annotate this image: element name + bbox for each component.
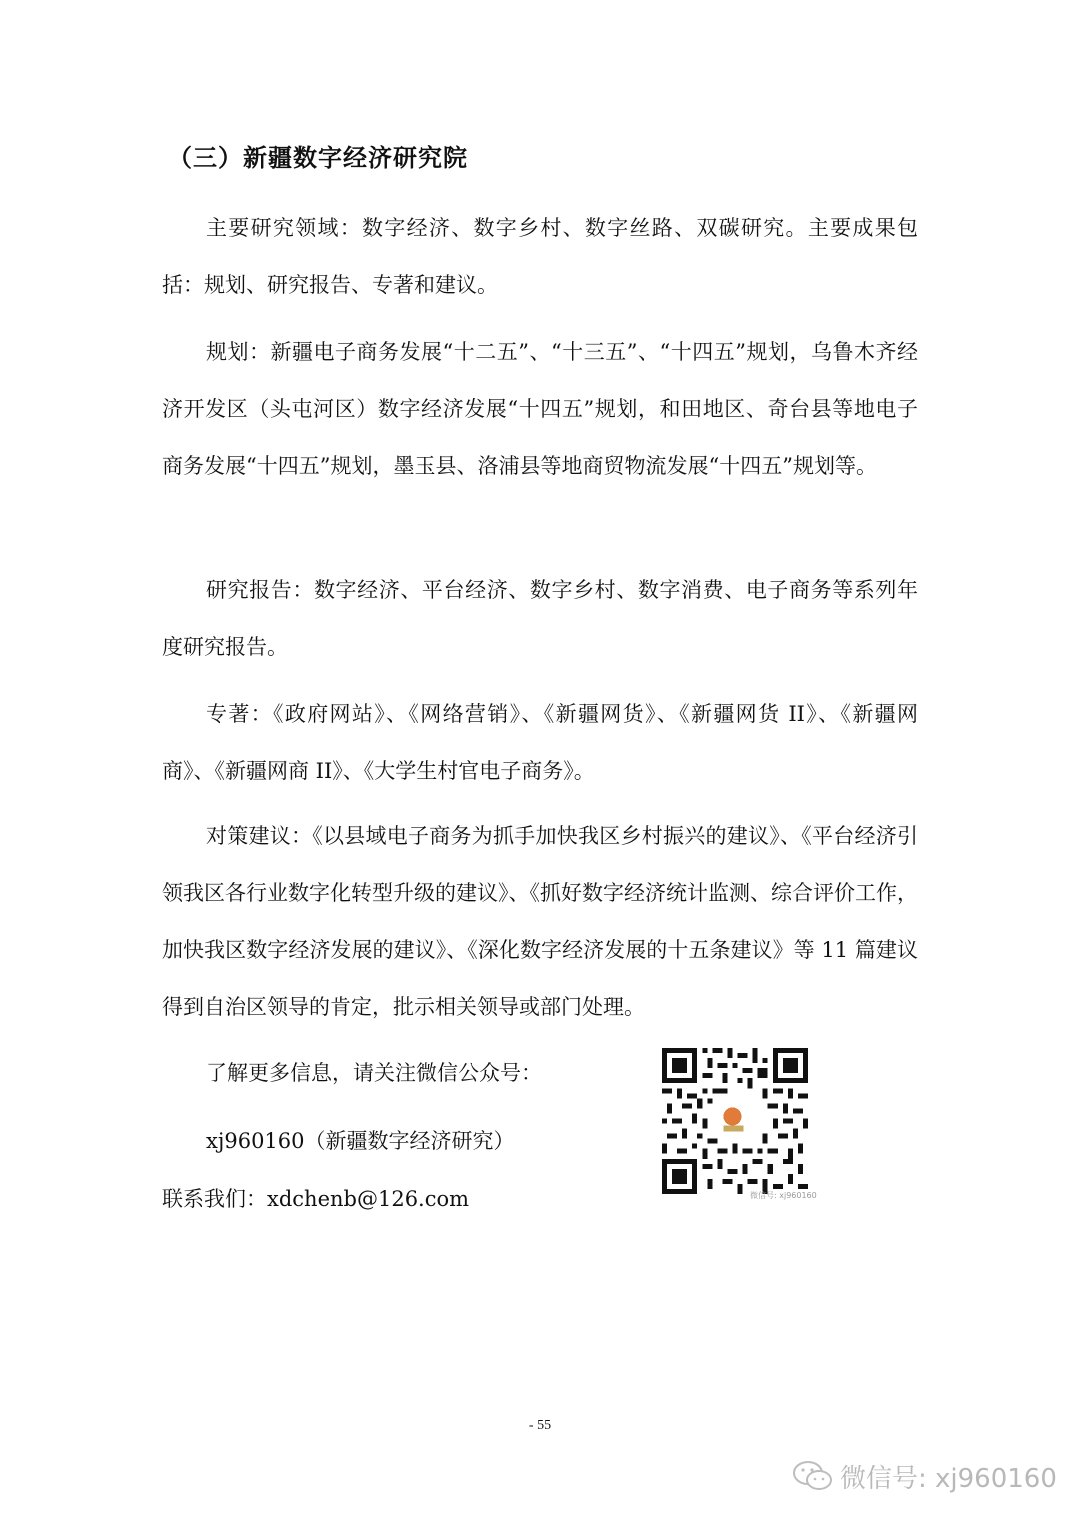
- section-heading: （三）新疆数字经济研究院: [168, 144, 468, 172]
- page-number: - 55: [528, 1418, 552, 1433]
- follow-text: 了解更多信息，请关注微信公众号：: [206, 1061, 542, 1085]
- paragraph-planning: 规划：新疆电子商务发展“十二五”、“十三五”、“十四五”规划，乌鲁木齐经济开发区（头屯河区）数字经济发展“十四五”规划，和田地区、奇台县等地电子商务发展“十四五”规划，墨玉县、洛浦县等地商贸物流发展“十四五”规划等。: [162, 340, 918, 478]
- watermark-text: 微信号: xj960160: [840, 1463, 1057, 1494]
- paragraph-research-areas: 主要研究领域：数字经济、数字乡村、数字丝路、双碳研究。主要成果包括：规划、研究报告、专著和建议。: [162, 216, 918, 297]
- wechat-account: xj960160（新疆数字经济研究）: [206, 1129, 515, 1153]
- paragraph-reports: 研究报告：数字经济、平台经济、数字乡村、数字消费、电子商务等系列年度研究报告。: [162, 578, 918, 659]
- paragraph-policy-advice: 对策建议：《以县域电子商务为抓手加快我区乡村振兴的建议》、《平台经济引领我区各行业数字化转型升级的建议》、《抓好数字经济统计监测、综合评价工作，加快我区数字经济发展的建议》、《深化数字经济发展的十五条建议》等 11 篇建议得到自治区领导的肯定，批示相关领导或部门处理。: [162, 824, 918, 1019]
- paragraph-monographs: 专著：《政府网站》、《网络营销》、《新疆网货》、《新疆网货 II》、《新疆网商》、《新疆网商 II》、《大学生村官电子商务》。: [162, 702, 918, 783]
- wechat-watermark: [792, 1456, 1057, 1496]
- qr-code-icon: [662, 1048, 808, 1194]
- contact-email: 联系我们：xdchenb@126.com: [162, 1187, 470, 1211]
- qr-caption: 微信号: xj960160: [750, 1191, 817, 1200]
- wechat-icon: [792, 1459, 834, 1493]
